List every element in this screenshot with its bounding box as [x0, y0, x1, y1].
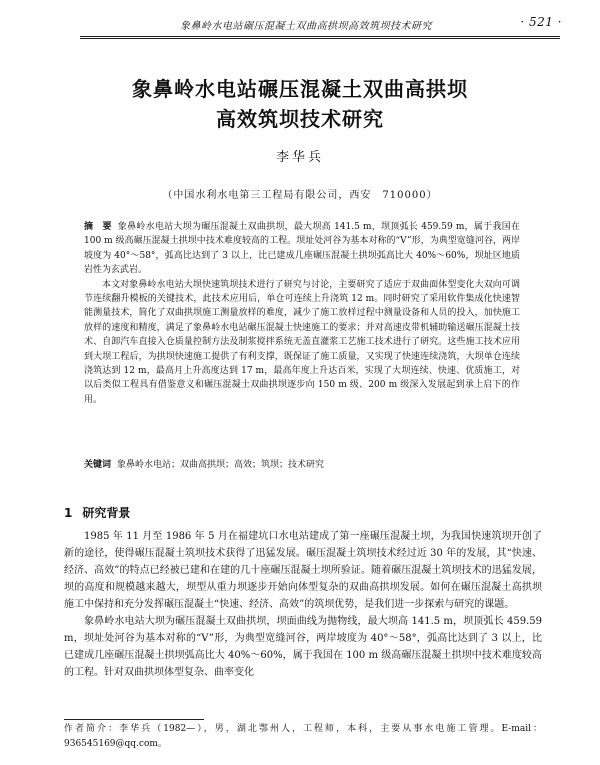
header-rule-double — [80, 38, 560, 39]
running-head-title: 象鼻岭水电站碾压混凝土双曲高拱坝高效筑坝技术研究 — [180, 21, 432, 32]
author-name: 李华兵 — [275, 150, 324, 165]
page-number: · 521 · — [520, 15, 562, 29]
paper-title-line-1: 象鼻岭水电站碾压混凝土双曲高拱坝 — [132, 77, 468, 101]
body-paragraph-2: 象鼻岭水电站大坝为碾压混凝土双曲拱坝，坝面曲线为抛物线，最大坝高 141.5 m，坝顶弧长 459.59 m，坝址处河谷为基本对称的“V”形，为典型宽缝河谷，两岸坡度为 40°～58°，弧高比达到了 3 以上，比已建成几座碾压混凝土拱坝弧高比大 40%～60%，属于我国在 100 m 级高碾压混凝土拱坝中技术难度较高的工程。针对双曲拱坝体型复杂、曲率变化 — [64, 616, 542, 678]
section-number: 1 — [64, 506, 73, 520]
footnote-rule — [64, 719, 204, 720]
section-title: 研究背景 — [82, 506, 131, 520]
running-head — [0, 14, 600, 34]
paper-title-line-2: 高效筑坝技术研究 — [216, 107, 384, 131]
abstract-text-1: 象鼻岭水电站大坝为碾压混凝土双曲拱坝，最大坝高 141.5 m，坝顶弧长 459.59 m，属于我国在 100 m 级高碾压混凝土拱坝中技术难度较高的工程。坝址处河谷为基本对称的“V”形，为典型宽缝河谷，两岸坡度为 40°～58°，弧高比达到了 3 以上，比已建成几座碾压混凝土拱坝弧高比大 40%～60%，坝址区地质岩性为玄武岩。 — [84, 222, 520, 276]
abstract — [84, 220, 520, 407]
body-paragraph-1: 1985 年 11 月至 1986 年 5 月在福建坑口水电站建成了第一座碾压混凝土坝，为我国快速筑坝开创了新的途径，使得碾压混凝土筑坝技术获得了迅猛发展。碾压混凝土筑坝技术经过近 30 年的发展，其“快速、经济、高效”的特点已经被已建和在建的几十座碾压混凝土坝所验证。随着碾压混凝土筑坝技术的迅猛发展，坝的高度和规模越来越大，坝型从重力坝逐步开始向体型复杂的双曲高拱坝发展。如何在碾压混凝土高拱坝施工中保持和充分发挥碾压混凝土“快速、经济、高效”的筑坝优势，是我们进一步探索与研究的课题。 — [64, 531, 542, 610]
abstract-paragraph-2: 本文对象鼻岭水电站大坝快速筑坝技术进行了研究与讨论，主要研究了适应于双曲面体型变化大双向可调节连续翻升模板的关键技术，此技术应用后，单仓可连续上升浇筑 12 m。同时研究了采用软件集成化快速智能测量技术，简化了双曲拱坝施工测量放样的难度，减少了施工放样过程中测量设备和人员的投入，加快施工放样的速度和精度，满足了象鼻岭水电站碾压混凝土快速施工的要求；并对高速皮带机辅助输送碾压混凝土技术、自卸汽车直接入仓质量控制方法及制浆搅拌系统无盖直灌浆工艺施工技术进行了研究。这些施工技术应用到大坝工程后，为拱坝快速施工提供了有利支撑，既保证了施工质量，又实现了快速连续浇筑，大坝单仓连续浇筑达到 12 m，最高月上升高度达到 17 m，最高年度上升达百米，实现了大坝连续、快速、优质施工，对以后类似工程具有借鉴意义和碾压混凝土双曲拱坝逐步向 150 m 级、200 m 级深入发展起到承上启下的作用。 — [84, 279, 520, 405]
affiliation: （中国水利水电第三工程局有限公司，西安 710000） — [162, 190, 438, 201]
abstract-label: 摘 要 — [84, 222, 112, 232]
keywords — [84, 458, 520, 472]
section-body — [64, 528, 542, 681]
section-heading — [64, 504, 130, 521]
header-rule — [80, 36, 560, 37]
keywords-label: 关键词 — [84, 460, 112, 470]
abstract-paragraph-1 — [84, 220, 520, 278]
keywords-text: 象鼻岭水电站；双曲高拱坝；高效；筑坝；技术研究 — [117, 460, 325, 470]
author-footnote: 作者简介：李华兵（1982—），男，湖北鄂州人，工程师，本科，主要从事水电施工管理。E-mail：936545169@qq.com。 — [64, 724, 542, 749]
